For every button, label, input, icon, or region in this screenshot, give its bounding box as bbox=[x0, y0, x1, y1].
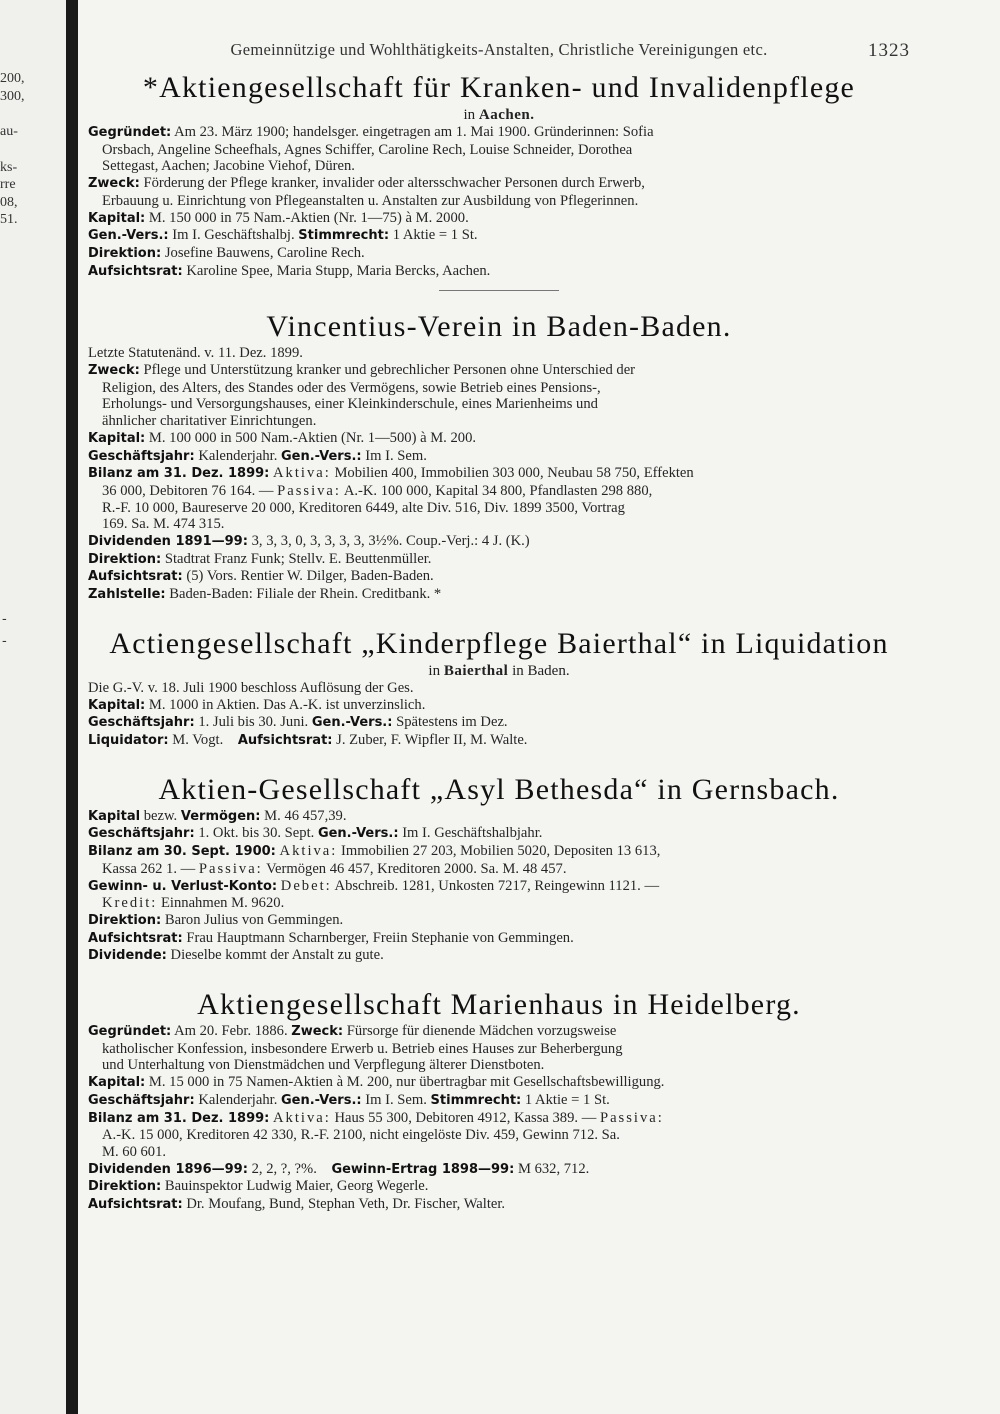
field-label: Dividenden 1896—99: bbox=[88, 1161, 248, 1177]
entry-line: Orsbach, Angeline Scheefhals, Agnes Schiffer, Caroline Rech, Louise Schneider, Dorothea bbox=[102, 141, 633, 158]
field-text: M 632, 712. bbox=[517, 1160, 590, 1177]
field-text: Am 20. Febr. 1886. bbox=[174, 1023, 288, 1040]
location-prefix: in bbox=[428, 662, 441, 679]
entry-title: *Aktiengesellschaft für Kranken- und Invalidenpflege bbox=[142, 71, 856, 104]
field-text: Karoline Spee, Maria Stupp, Maria Bercks, Aachen. bbox=[186, 262, 491, 279]
entry-line bbox=[88, 586, 910, 604]
field-label: Zweck: bbox=[88, 176, 140, 192]
location-place: Aachen. bbox=[478, 107, 535, 123]
entry-line bbox=[88, 227, 910, 245]
entry-line bbox=[88, 430, 910, 448]
field-text: (5) Vors. Rentier W. Dilger, Baden-Baden. bbox=[186, 568, 434, 585]
entry-line: Letzte Statutenänd. v. 11. Dez. 1899. bbox=[88, 345, 303, 362]
entry-line: Die G.-V. v. 18. Juli 1900 beschloss Auflösung der Ges. bbox=[88, 679, 414, 696]
field-text: Kassa 262 1. — bbox=[102, 860, 196, 877]
entry-line: R.-F. 10 000, Baureserve 20 000, Kreditoren 6449, alte Div. 516, Div. 1899 3500, Vortrag bbox=[102, 499, 625, 516]
field-text: M. 1000 in Aktien. Das A.-K. ist unverzinslich. bbox=[148, 696, 426, 713]
field-text: Pflege und Unterstützung kranker und gebrechlicher Personen ohne Unterschied der bbox=[143, 362, 636, 379]
location-prefix: in bbox=[463, 107, 476, 123]
field-text: Immobilien 27 203, Mobilien 5020, Depositen 13 613, bbox=[340, 843, 661, 860]
entry-line: katholischer Konfession, insbesondere Erwerb u. Betrieb eines Hauses zur Beherbergung bbox=[102, 1040, 623, 1057]
field-label: Gen.-Vers.: bbox=[317, 826, 399, 842]
entry-line bbox=[88, 1178, 910, 1196]
field-text: 2, 2, ?, ?%. bbox=[251, 1160, 317, 1177]
entry-baden-baden bbox=[88, 309, 910, 604]
field-text: Im I. Sem. bbox=[365, 1091, 427, 1108]
entry-title: Vincentius-Verein in Baden-Baden. bbox=[266, 310, 732, 344]
field-text: Baron Julius von Gemmingen. bbox=[164, 911, 344, 928]
field-label: Aufsichtsrat: bbox=[88, 569, 183, 585]
spaced-label: Aktiva: bbox=[273, 465, 331, 482]
field-text: Spätestens im Dez. bbox=[396, 714, 508, 731]
entry-line: A.-K. 15 000, Kreditoren 42 330, R.-F. 2100, nicht eingelöste Div. 459, Gewinn 712. Sa. bbox=[102, 1127, 620, 1144]
field-label: Direktion: bbox=[88, 245, 162, 261]
field-label: Bilanz am 31. Dez. 1899: bbox=[88, 1110, 270, 1126]
field-label: Gen.-Vers.: bbox=[281, 448, 362, 464]
field-text: Im I. Sem. bbox=[365, 447, 427, 464]
fragment: 08, bbox=[0, 194, 18, 210]
field-label: Kapital: bbox=[88, 1075, 146, 1091]
field-label: Bilanz am 31. Dez. 1899: bbox=[88, 466, 270, 482]
field-text: Bauinspektor Ludwig Maier, Georg Wegerle. bbox=[164, 1178, 429, 1195]
running-header bbox=[88, 40, 910, 70]
field-label: Kapital bbox=[88, 808, 141, 824]
previous-page-fragments bbox=[0, 70, 62, 229]
entry-line: 169. Sa. M. 474 315. bbox=[102, 516, 225, 533]
field-text: Josefine Bauwens, Caroline Rech. bbox=[164, 244, 365, 261]
entry-line bbox=[88, 1110, 910, 1128]
entry-line bbox=[88, 912, 910, 930]
fragment: rre bbox=[0, 177, 16, 192]
fragment: au- bbox=[0, 124, 18, 139]
entry-line bbox=[88, 843, 910, 861]
margin-dashes bbox=[2, 610, 7, 650]
page-content bbox=[88, 40, 910, 1214]
entry-line bbox=[88, 448, 910, 466]
field-label: Aufsichtsrat: bbox=[88, 930, 183, 946]
field-label: Aufsichtsrat: bbox=[88, 263, 183, 279]
entry-heidelberg bbox=[88, 987, 910, 1214]
field-label: Bilanz am 30. Sept. 1900: bbox=[88, 844, 276, 860]
field-text: Am 23. März 1900; handelsger. eingetragen am 1. Mai 1900. Gründerinnen: Sofia bbox=[174, 124, 654, 140]
entry-aachen bbox=[88, 70, 910, 291]
field-label: Gewinn-Ertrag 1898—99: bbox=[331, 1161, 515, 1177]
field-text: Fürsorge für dienende Mädchen vorzugsweise bbox=[346, 1023, 617, 1040]
spaced-label: Kredit: bbox=[102, 895, 158, 912]
spaced-label: Aktiva: bbox=[273, 1109, 331, 1126]
spaced-label: Aktiva: bbox=[279, 843, 338, 860]
field-text: Dieselbe kommt der Anstalt zu gute. bbox=[170, 947, 384, 964]
field-text: Kalenderjahr. bbox=[198, 1091, 278, 1108]
field-text: M. 46 457,39. bbox=[264, 807, 347, 824]
field-label: Dividenden 1891—99: bbox=[88, 534, 248, 550]
entry-title: Aktien-Gesellschaft „Asyl Bethesda“ in Gernsbach. bbox=[158, 772, 840, 806]
field-text: M. 100 000 in 500 Nam.-Aktien (Nr. 1—500) à M. 200. bbox=[148, 429, 477, 446]
field-label: Direktion: bbox=[88, 912, 162, 928]
field-text: Stadtrat Franz Funk; Stellv. E. Beuttenmüller. bbox=[164, 550, 432, 567]
field-text: Frau Hauptmann Scharnberger, Freiin Stephanie von Gemmingen. bbox=[186, 929, 574, 946]
entry-gernsbach bbox=[88, 772, 910, 965]
field-label: Gegründet: bbox=[88, 125, 172, 140]
entry-line: Erbauung u. Einrichtung von Pflegeanstalten u. Anstalten zur Ausbildung von Pflegerinnen. bbox=[102, 192, 639, 209]
entry-line bbox=[88, 362, 910, 380]
entry-title: Aktiengesellschaft Marienhaus in Heidelberg. bbox=[197, 988, 801, 1022]
entry-line bbox=[88, 697, 910, 715]
entry-line bbox=[88, 551, 910, 569]
field-label: Geschäftsjahr: bbox=[88, 1092, 195, 1108]
running-title: Gemeinnützige und Wohlthätigkeits-Anstalten, Christliche Vereinigungen etc. bbox=[230, 40, 768, 59]
field-text: Vermögen 46 457, Kreditoren 2000. Sa. M. 48 457. bbox=[266, 860, 567, 877]
field-text: 1. Okt. bis 30. Sept. bbox=[198, 825, 315, 842]
entry-location bbox=[88, 662, 910, 680]
entry-line bbox=[88, 930, 910, 948]
field-text: M. 150 000 in 75 Nam.-Aktien (Nr. 1—75) à M. 2000. bbox=[148, 209, 469, 226]
entry-line bbox=[88, 263, 910, 281]
page-number: 1323 bbox=[868, 40, 910, 61]
spaced-label: Passiva: bbox=[277, 482, 341, 499]
field-text: Baden-Baden: Filiale der Rhein. Creditbank. * bbox=[169, 586, 442, 603]
field-text: Einnahmen M. 9620. bbox=[161, 895, 285, 912]
field-text: Dr. Moufang, Bund, Stephan Veth, Dr. Fischer, Walter. bbox=[186, 1196, 506, 1213]
entry-line bbox=[88, 483, 910, 500]
entry-line bbox=[88, 465, 910, 483]
field-label: Stimmrecht: bbox=[298, 228, 390, 244]
entry-location bbox=[88, 106, 910, 124]
book-spine-shadow bbox=[66, 0, 78, 1414]
field-label: Gegründet: bbox=[88, 1024, 172, 1040]
field-label: Gen.-Vers.: bbox=[88, 228, 169, 244]
field-text: 36 000, Debitoren 76 164. — bbox=[102, 482, 274, 499]
field-label: Kapital: bbox=[88, 697, 146, 713]
field-label: Liquidator: bbox=[88, 732, 169, 748]
field-text: 1 Aktie = 1 St. bbox=[524, 1091, 610, 1108]
field-text: A.-K. 100 000, Kapital 34 800, Pfandlasten 298 880, bbox=[343, 482, 653, 499]
entry-line bbox=[88, 245, 910, 263]
entry-line: Religion, des Alters, des Standes oder des Vermögens, sowie Betrieb eines Pensions-, bbox=[102, 379, 601, 396]
entry-line bbox=[88, 1092, 910, 1110]
field-text: 1 Aktie = 1 St. bbox=[392, 227, 478, 244]
field-text: 1. Juli bis 30. Juni. bbox=[198, 714, 309, 731]
field-label: Gen.-Vers.: bbox=[281, 1092, 362, 1108]
field-label: Zahlstelle: bbox=[88, 587, 166, 603]
entry-baierthal bbox=[88, 626, 910, 750]
field-label: Kapital: bbox=[88, 210, 146, 226]
field-label: Vermögen: bbox=[180, 808, 261, 824]
entry-line bbox=[88, 1074, 910, 1092]
field-text: Abschreib. 1281, Unkosten 7217, Reingewinn 1121. — bbox=[334, 877, 660, 894]
entry-line bbox=[88, 568, 910, 586]
field-label: Zweck: bbox=[88, 363, 140, 379]
field-label: Kapital: bbox=[88, 430, 146, 446]
entry-line bbox=[88, 124, 910, 142]
field-text: bezw. bbox=[143, 807, 178, 824]
entry-line bbox=[88, 175, 910, 193]
field-text: M. 15 000 in 75 Namen-Aktien à M. 200, nur übertragbar mit Gesellschaftsbewilligung. bbox=[148, 1074, 665, 1091]
field-text: Mobilien 400, Immobilien 303 000, Neubau 58 750, Effekten bbox=[334, 465, 694, 482]
field-text: Förderung der Pflege kranker, invalider oder altersschwacher Personen durch Erwerb, bbox=[143, 175, 645, 192]
entry-line bbox=[88, 210, 910, 228]
field-text: Im I. Geschäftshalbjahr. bbox=[402, 825, 543, 842]
entry-line bbox=[88, 714, 910, 732]
entry-line bbox=[88, 1161, 910, 1179]
field-label: Stimmrecht: bbox=[430, 1092, 522, 1108]
dash: - bbox=[2, 611, 7, 627]
spaced-label: Passiva: bbox=[198, 860, 263, 877]
field-label: Direktion: bbox=[88, 1179, 162, 1195]
field-label: Geschäftsjahr: bbox=[88, 715, 195, 731]
entry-line bbox=[88, 895, 910, 912]
field-text: M. Vogt. bbox=[172, 731, 224, 748]
field-label: Geschäftsjahr: bbox=[88, 826, 195, 842]
fragment: 200, bbox=[0, 71, 25, 86]
field-text: Haus 55 300, Debitoren 4912, Kassa 389. — bbox=[334, 1109, 597, 1126]
entry-title: Actiengesellschaft „Kinderpflege Baierthal“ in Liquidation bbox=[109, 626, 889, 660]
field-text: Im I. Geschäftshalbj. bbox=[172, 227, 295, 244]
field-label: Gewinn- u. Verlust-Konto: bbox=[88, 878, 278, 894]
location-suffix: in Baden. bbox=[512, 662, 570, 679]
entry-line bbox=[88, 1196, 910, 1214]
fragment: ks- bbox=[0, 159, 18, 175]
fragment: 300, bbox=[0, 88, 25, 104]
field-label: Aufsichtsrat: bbox=[237, 732, 333, 748]
entry-line bbox=[88, 861, 910, 878]
location-place: Baierthal bbox=[443, 662, 509, 679]
entry-line bbox=[88, 732, 910, 750]
entry-line bbox=[88, 1023, 910, 1041]
entry-line: Settegast, Aachen; Jacobine Viehof, Düren. bbox=[102, 158, 355, 175]
field-label: Dividende: bbox=[88, 948, 167, 964]
spaced-label: Debet: bbox=[280, 877, 332, 894]
entry-line: Erholungs- und Versorgungshauses, einer Kleinkinderschule, eines Marienheims und bbox=[102, 396, 598, 413]
field-text: J. Zuber, F. Wipfler II, M. Walte. bbox=[336, 731, 528, 748]
entry-line bbox=[88, 825, 910, 843]
field-label: Zweck: bbox=[291, 1024, 344, 1040]
field-label: Aufsichtsrat: bbox=[88, 1197, 183, 1213]
entry-line bbox=[88, 533, 910, 551]
fragment: 51. bbox=[0, 212, 18, 227]
field-label: Direktion: bbox=[88, 551, 162, 567]
entry-line bbox=[88, 947, 910, 965]
entry-line: und Unterhaltung von Dienstmädchen und Verpflegung älterer Dienstboten. bbox=[102, 1057, 545, 1074]
entry-line bbox=[88, 878, 910, 896]
dash: - bbox=[2, 633, 7, 649]
field-label: Geschäftsjahr: bbox=[88, 448, 195, 464]
field-label: Gen.-Vers.: bbox=[311, 715, 393, 731]
entry-line bbox=[88, 808, 910, 826]
field-text: Kalenderjahr. bbox=[198, 447, 278, 464]
entry-line: ähnlicher charitativer Einrichtungen. bbox=[102, 413, 317, 430]
entry-line: M. 60 601. bbox=[102, 1143, 167, 1160]
spaced-label: Passiva: bbox=[599, 1109, 664, 1126]
field-text: 3, 3, 3, 0, 3, 3, 3, 3, 3½%. Coup.-Verj.: 4 J. (K.) bbox=[251, 533, 530, 550]
